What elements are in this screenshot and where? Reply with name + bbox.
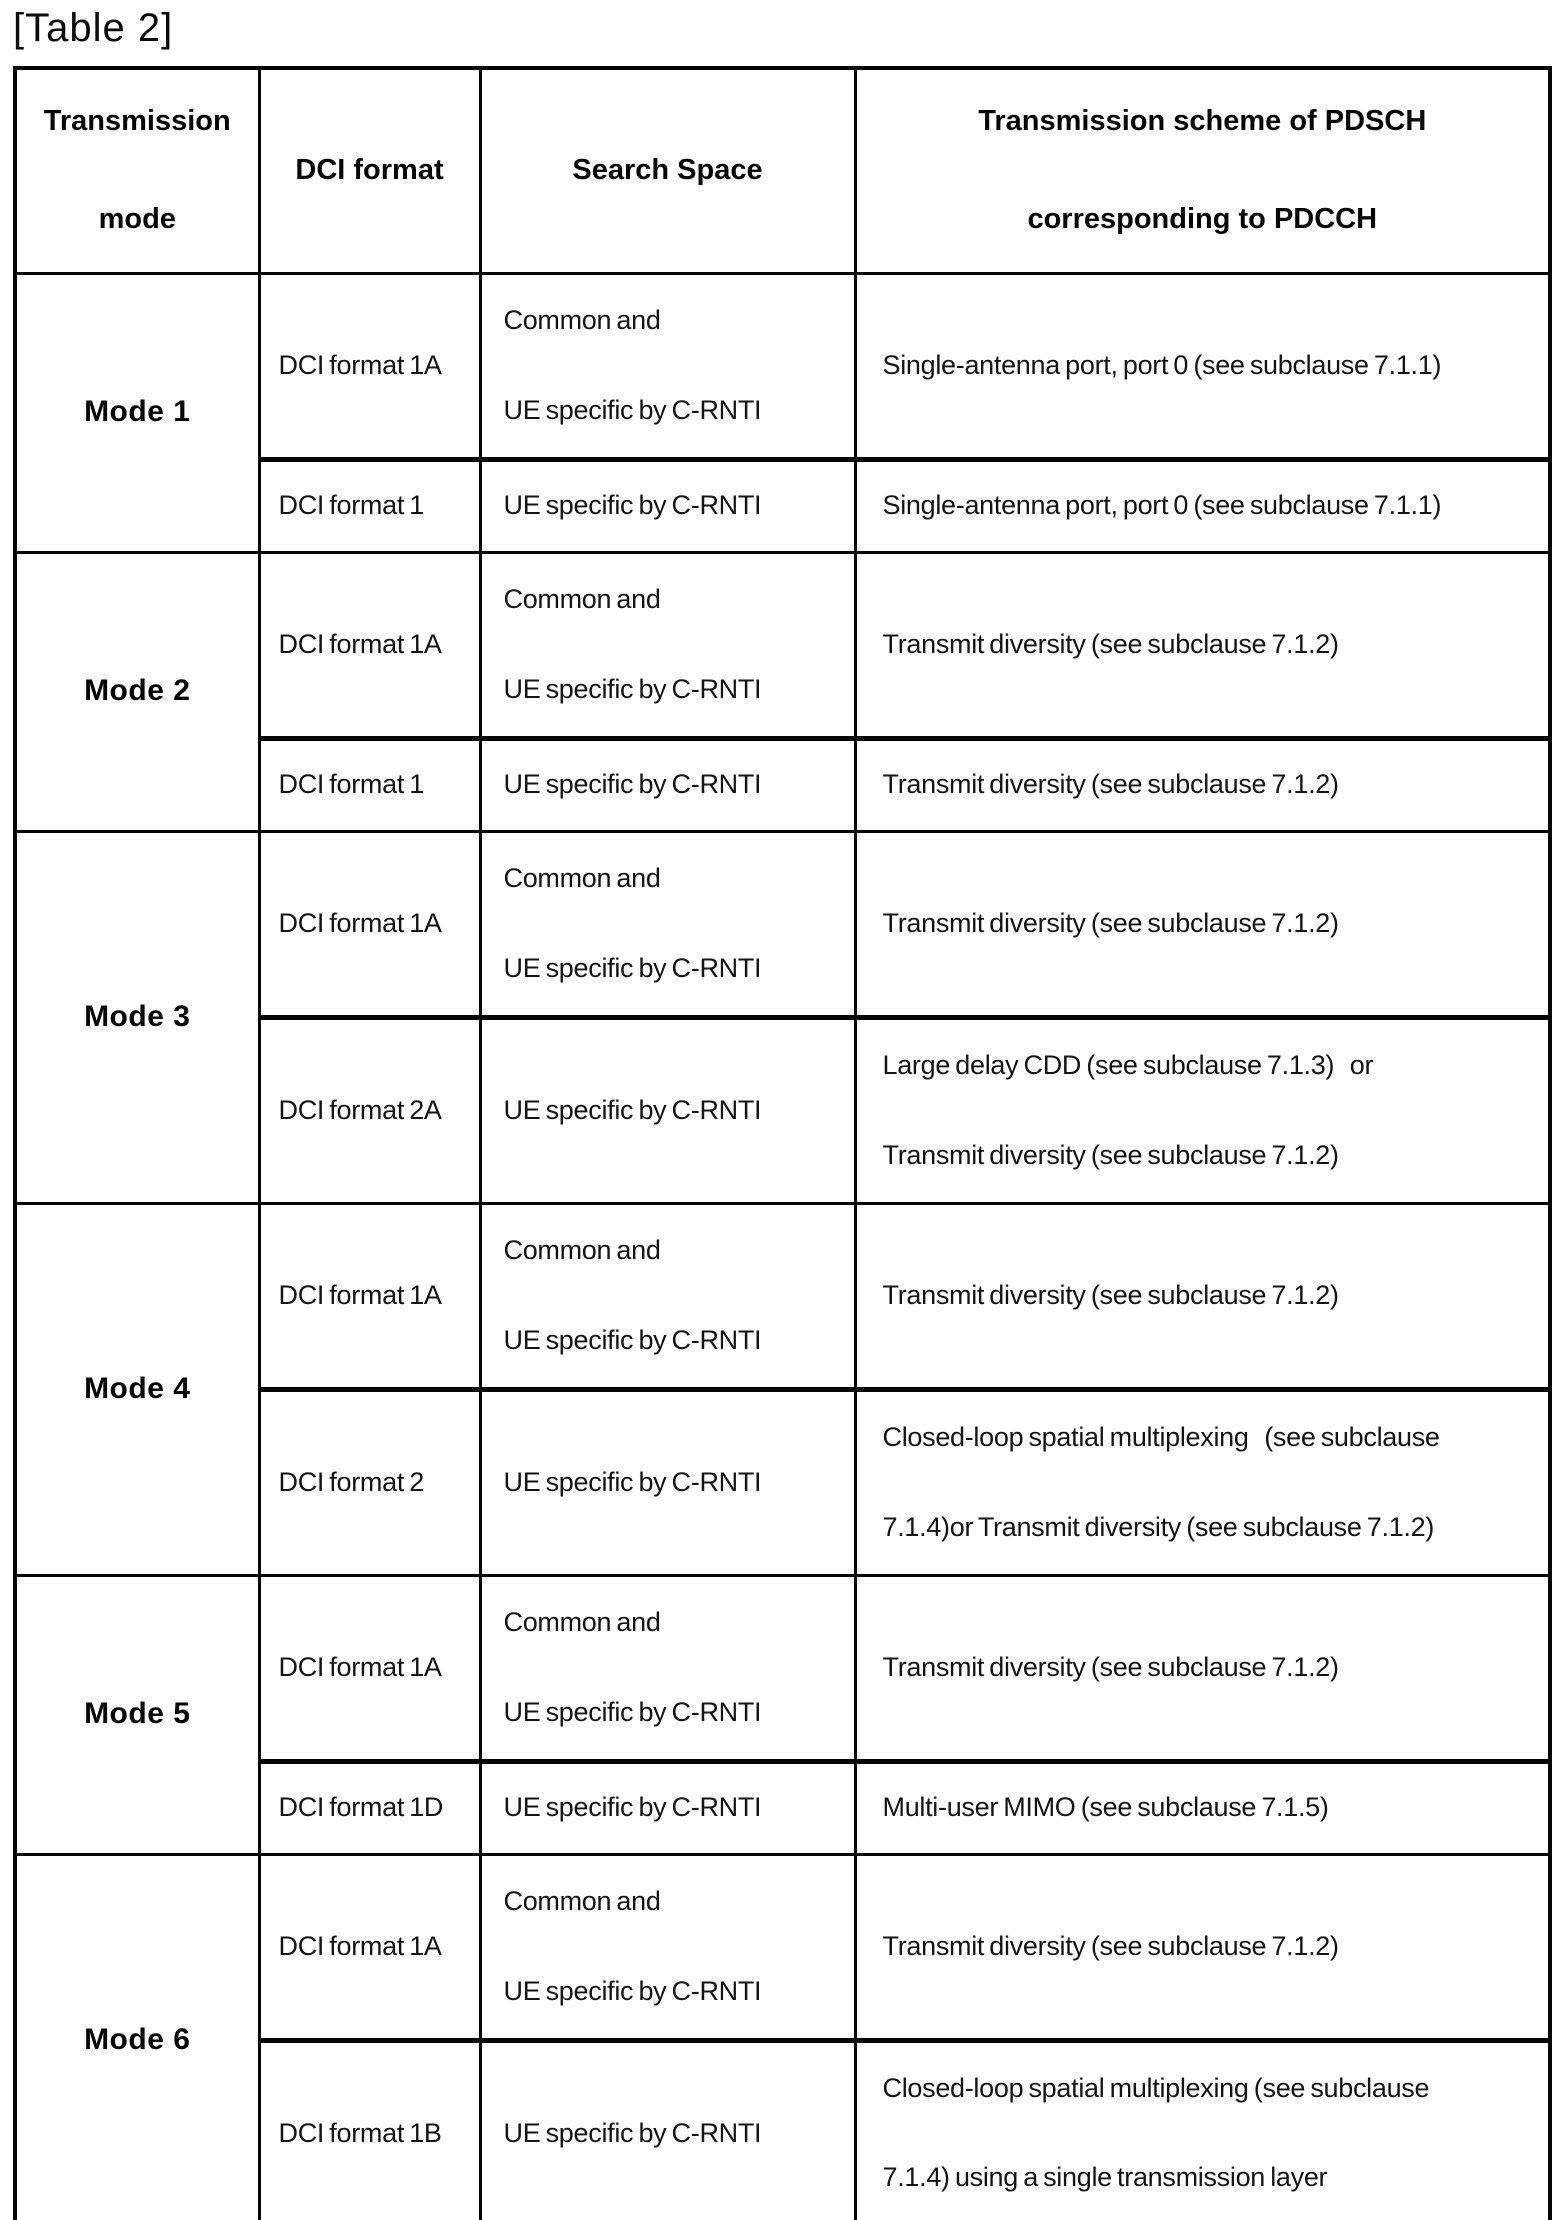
column-header-search-space bbox=[480, 68, 855, 273]
cell-line: Search Space bbox=[572, 154, 763, 187]
table-body bbox=[15, 273, 1550, 2220]
dci-format-cell bbox=[259, 1761, 480, 1854]
cell-line: DCI format bbox=[295, 154, 444, 187]
cell-content bbox=[17, 1697, 258, 1732]
cell-content bbox=[482, 584, 854, 704]
cell-content bbox=[857, 105, 1549, 236]
cell-line: DCI format 1A bbox=[278, 907, 442, 938]
cell-content bbox=[857, 1652, 1549, 1683]
cell-content bbox=[857, 1792, 1549, 1823]
cell-line: Transmit diversity (see subclause 7.1.2) bbox=[882, 1651, 1339, 1682]
pdsch-scheme-cell bbox=[855, 1575, 1550, 1761]
cell-line: corresponding to PDCCH bbox=[1027, 202, 1378, 235]
dci-format-cell bbox=[259, 1389, 480, 1575]
cell-content bbox=[17, 395, 258, 430]
cell-line: UE specific by C-RNTI bbox=[503, 394, 762, 425]
cell-content bbox=[261, 2118, 479, 2149]
column-header-transmission-mode bbox=[15, 68, 259, 273]
cell-line: 7.1.4)or Transmit diversity (see subclause 7.1.2) bbox=[882, 1511, 1435, 1542]
cell-content bbox=[857, 629, 1549, 660]
cell-content bbox=[17, 1372, 258, 1407]
cell-line: DCI format 1A bbox=[278, 1930, 442, 1961]
cell-line: UE specific by C-RNTI bbox=[503, 952, 762, 983]
cell-content bbox=[857, 1050, 1549, 1170]
cell-line: Transmit diversity (see subclause 7.1.2) bbox=[882, 1930, 1339, 1961]
cell-line: UE specific by C-RNTI bbox=[503, 490, 762, 521]
column-header-dci-format bbox=[259, 68, 480, 273]
dci-format-cell bbox=[259, 738, 480, 831]
search-space-cell bbox=[480, 552, 855, 738]
cell-line: Common and bbox=[503, 1607, 661, 1638]
search-space-cell bbox=[480, 273, 855, 459]
cell-content bbox=[482, 1607, 854, 1727]
dci-format-cell bbox=[259, 552, 480, 738]
cell-line: DCI format 1A bbox=[278, 628, 442, 659]
cell-line: Large delay CDD (see subclause 7.1.3) or bbox=[882, 1050, 1374, 1081]
cell-line: UE specific by C-RNTI bbox=[503, 769, 762, 800]
cell-content bbox=[261, 1792, 479, 1823]
pdsch-scheme-cell bbox=[855, 1854, 1550, 2040]
cell-content bbox=[261, 1095, 479, 1126]
cell-line: Mode 5 bbox=[84, 1697, 191, 1731]
cell-line: Closed-loop spatial multiplexing (see subclause bbox=[882, 1422, 1440, 1453]
dci-format-cell bbox=[259, 1575, 480, 1761]
cell-content bbox=[482, 1792, 854, 1823]
dci-format-cell bbox=[259, 1854, 480, 2040]
cell-content bbox=[17, 105, 258, 236]
cell-line: Mode 6 bbox=[84, 2022, 191, 2056]
cell-line: Transmission scheme of PDSCH bbox=[978, 105, 1427, 138]
cell-line: DCI format 1A bbox=[278, 349, 442, 380]
cell-content bbox=[857, 1280, 1549, 1311]
cell-content bbox=[482, 863, 854, 983]
cell-line: DCI format 1A bbox=[278, 1279, 442, 1310]
search-space-cell bbox=[480, 1761, 855, 1854]
search-space-cell bbox=[480, 1389, 855, 1575]
cell-content bbox=[482, 1095, 854, 1126]
transmission-mode-cell bbox=[15, 1203, 259, 1575]
cell-line: Single-antenna port, port 0 (see subclause 7.1.1) bbox=[882, 490, 1442, 521]
transmission-mode-cell bbox=[15, 1575, 259, 1854]
cell-content bbox=[482, 1467, 854, 1498]
cell-line: UE specific by C-RNTI bbox=[503, 2117, 762, 2148]
cell-content bbox=[857, 2073, 1549, 2193]
cell-content bbox=[482, 305, 854, 425]
cell-content bbox=[857, 1422, 1549, 1542]
table-row bbox=[15, 273, 1550, 459]
cell-content bbox=[261, 908, 479, 939]
cell-line: Mode 2 bbox=[84, 674, 191, 708]
transmission-modes-table bbox=[13, 66, 1552, 2220]
table-row bbox=[15, 552, 1550, 738]
cell-content bbox=[857, 350, 1549, 381]
search-space-cell bbox=[480, 1854, 855, 2040]
cell-content bbox=[261, 629, 479, 660]
dci-format-cell bbox=[259, 831, 480, 1017]
cell-content bbox=[17, 674, 258, 709]
cell-line: Transmit diversity (see subclause 7.1.2) bbox=[882, 1279, 1339, 1310]
column-header-pdsch-scheme bbox=[855, 68, 1550, 273]
cell-line: DCI format 1B bbox=[278, 2117, 442, 2148]
cell-line: mode bbox=[98, 202, 176, 235]
header-row bbox=[15, 68, 1550, 273]
cell-line: Single-antenna port, port 0 (see subclause 7.1.1) bbox=[882, 349, 1442, 380]
transmission-mode-cell bbox=[15, 273, 259, 552]
cell-content bbox=[261, 1467, 479, 1498]
pdsch-scheme-cell bbox=[855, 1389, 1550, 1575]
cell-content bbox=[261, 350, 479, 381]
dci-format-cell bbox=[259, 459, 480, 552]
cell-line: Mode 4 bbox=[84, 1371, 191, 1405]
cell-line: DCI format 1D bbox=[278, 1792, 444, 1823]
pdsch-scheme-cell bbox=[855, 273, 1550, 459]
cell-line: Mode 1 bbox=[84, 395, 191, 429]
cell-line: DCI format 1A bbox=[278, 1651, 442, 1682]
cell-line: UE specific by C-RNTI bbox=[503, 1975, 762, 2006]
cell-line: UE specific by C-RNTI bbox=[503, 1324, 762, 1355]
search-space-cell bbox=[480, 1017, 855, 1203]
search-space-cell bbox=[480, 738, 855, 831]
search-space-cell bbox=[480, 2040, 855, 2220]
dci-format-cell bbox=[259, 1017, 480, 1203]
transmission-mode-cell bbox=[15, 552, 259, 831]
cell-line: Transmit diversity (see subclause 7.1.2) bbox=[882, 907, 1339, 938]
cell-line: Transmit diversity (see subclause 7.1.2) bbox=[882, 628, 1339, 659]
cell-line: Common and bbox=[503, 584, 661, 615]
cell-content bbox=[261, 769, 479, 800]
cell-line: Multi-user MIMO (see subclause 7.1.5) bbox=[882, 1792, 1329, 1823]
dci-format-cell bbox=[259, 1203, 480, 1389]
cell-line: Transmit diversity (see subclause 7.1.2) bbox=[882, 1139, 1339, 1170]
transmission-mode-cell bbox=[15, 831, 259, 1203]
cell-line: Common and bbox=[503, 1886, 661, 1917]
cell-content bbox=[17, 2023, 258, 2058]
cell-line: UE specific by C-RNTI bbox=[503, 1094, 762, 1125]
search-space-cell bbox=[480, 1575, 855, 1761]
search-space-cell bbox=[480, 1203, 855, 1389]
table-row bbox=[15, 1203, 1550, 1389]
cell-line: Closed-loop spatial multiplexing (see subclause bbox=[882, 2073, 1430, 2104]
cell-content bbox=[857, 769, 1549, 800]
cell-line: Transmit diversity (see subclause 7.1.2) bbox=[882, 769, 1339, 800]
cell-line: DCI format 2A bbox=[278, 1094, 442, 1125]
table-row bbox=[15, 1575, 1550, 1761]
cell-content bbox=[261, 1931, 479, 1962]
cell-line: Transmission bbox=[43, 105, 231, 138]
table-row bbox=[15, 1854, 1550, 2040]
cell-content bbox=[482, 769, 854, 800]
cell-content bbox=[857, 490, 1549, 521]
pdsch-scheme-cell bbox=[855, 1761, 1550, 1854]
pdsch-scheme-cell bbox=[855, 552, 1550, 738]
cell-content bbox=[261, 490, 479, 521]
cell-content bbox=[482, 154, 854, 187]
cell-content bbox=[857, 908, 1549, 939]
cell-content bbox=[261, 154, 479, 187]
cell-content bbox=[261, 1280, 479, 1311]
cell-content bbox=[17, 1000, 258, 1035]
cell-content bbox=[857, 1931, 1549, 1962]
cell-line: Common and bbox=[503, 305, 661, 336]
cell-line: DCI format 1 bbox=[278, 490, 424, 521]
cell-content bbox=[482, 1235, 854, 1355]
dci-format-cell bbox=[259, 273, 480, 459]
pdsch-scheme-cell bbox=[855, 1203, 1550, 1389]
transmission-mode-cell bbox=[15, 1854, 259, 2220]
pdsch-scheme-cell bbox=[855, 1017, 1550, 1203]
cell-content bbox=[482, 2118, 854, 2149]
cell-line: DCI format 2 bbox=[278, 1466, 424, 1497]
search-space-cell bbox=[480, 459, 855, 552]
cell-content bbox=[261, 1652, 479, 1683]
cell-line: UE specific by C-RNTI bbox=[503, 1792, 762, 1823]
cell-line: 7.1.4) using a single transmission layer bbox=[882, 2162, 1328, 2193]
dci-format-cell bbox=[259, 2040, 480, 2220]
search-space-cell bbox=[480, 831, 855, 1017]
cell-line: UE specific by C-RNTI bbox=[503, 1696, 762, 1727]
pdsch-scheme-cell bbox=[855, 831, 1550, 1017]
cell-line: Common and bbox=[503, 863, 661, 894]
cell-content bbox=[482, 490, 854, 521]
pdsch-scheme-cell bbox=[855, 2040, 1550, 2220]
table-caption: [Table 2] bbox=[13, 6, 174, 50]
cell-line: DCI format 1 bbox=[278, 769, 424, 800]
cell-line: UE specific by C-RNTI bbox=[503, 673, 762, 704]
cell-line: Mode 3 bbox=[84, 999, 191, 1033]
cell-line: Common and bbox=[503, 1235, 661, 1266]
table-row bbox=[15, 831, 1550, 1017]
pdsch-scheme-cell bbox=[855, 738, 1550, 831]
cell-content bbox=[482, 1886, 854, 2006]
pdsch-scheme-cell bbox=[855, 459, 1550, 552]
cell-line: UE specific by C-RNTI bbox=[503, 1466, 762, 1497]
